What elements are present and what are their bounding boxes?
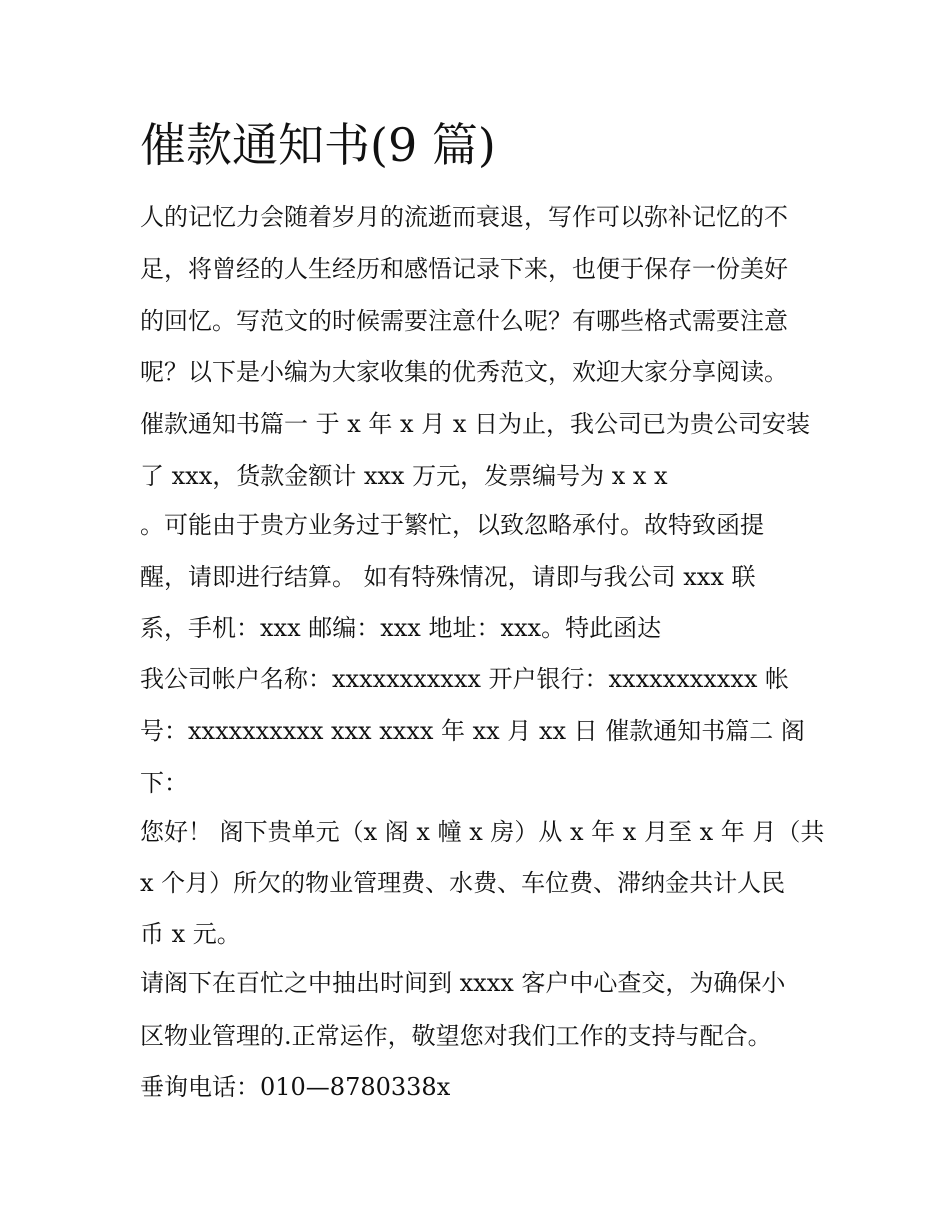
- body-line: 区物业管理的.正常运作，敬望您对我们工作的支持与配合。: [140, 1022, 772, 1050]
- body-line: 的回忆。写范文的时候需要注意什么呢？有哪些格式需要注意: [140, 307, 788, 335]
- body-line: 您好！ 阁下贵单元（x 阁 x 幢 x 房）从 x 年 x 月至 x 年 月（共: [140, 818, 825, 846]
- body-line: 。可能由于贵方业务过于繁忙，以致忽略承付。故特致函提: [140, 511, 764, 539]
- body-line: 足，将曾经的人生经历和感悟记录下来，也便于保存一份美好: [140, 255, 788, 283]
- body-line: 呢？以下是小编为大家收集的优秀范文，欢迎大家分享阅读。: [140, 358, 788, 386]
- body-line: 了 xxx，货款金额计 xxx 万元，发票编号为 x x x: [140, 462, 668, 490]
- body-line: 请阁下在百忙之中抽出时间到 xxxx 客户中心查交，为确保小: [140, 969, 786, 997]
- body-line: x 个月）所欠的物业管理费、水费、车位费、滞纳金共计人民: [140, 869, 786, 897]
- body-line: 号：xxxxxxxxxx xxx xxxx 年 xx 月 xx 日 催款通知书篇二 阁: [140, 717, 805, 745]
- body-line: 下：: [140, 769, 188, 797]
- document-title: 催款通知书(9 篇): [140, 118, 496, 172]
- body-line: 人的记忆力会随着岁月的流逝而衰退，写作可以弥补记忆的不: [140, 203, 788, 231]
- body-line: 系，手机：xxx 邮编：xxx 地址：xxx。特此函达: [140, 614, 662, 642]
- body-line: 垂询电话：010—8780338x: [140, 1073, 451, 1101]
- body-line: 我公司帐户名称：xxxxxxxxxxx 开户银行：xxxxxxxxxxx 帐: [140, 665, 790, 693]
- body-line: 币 x 元。: [140, 920, 241, 948]
- body-line: 催款通知书篇一 于 x 年 x 月 x 日为止，我公司已为贵公司安装: [140, 410, 811, 438]
- body-line: 醒，请即进行结算。 如有特殊情况，请即与我公司 xxx 联: [140, 563, 756, 591]
